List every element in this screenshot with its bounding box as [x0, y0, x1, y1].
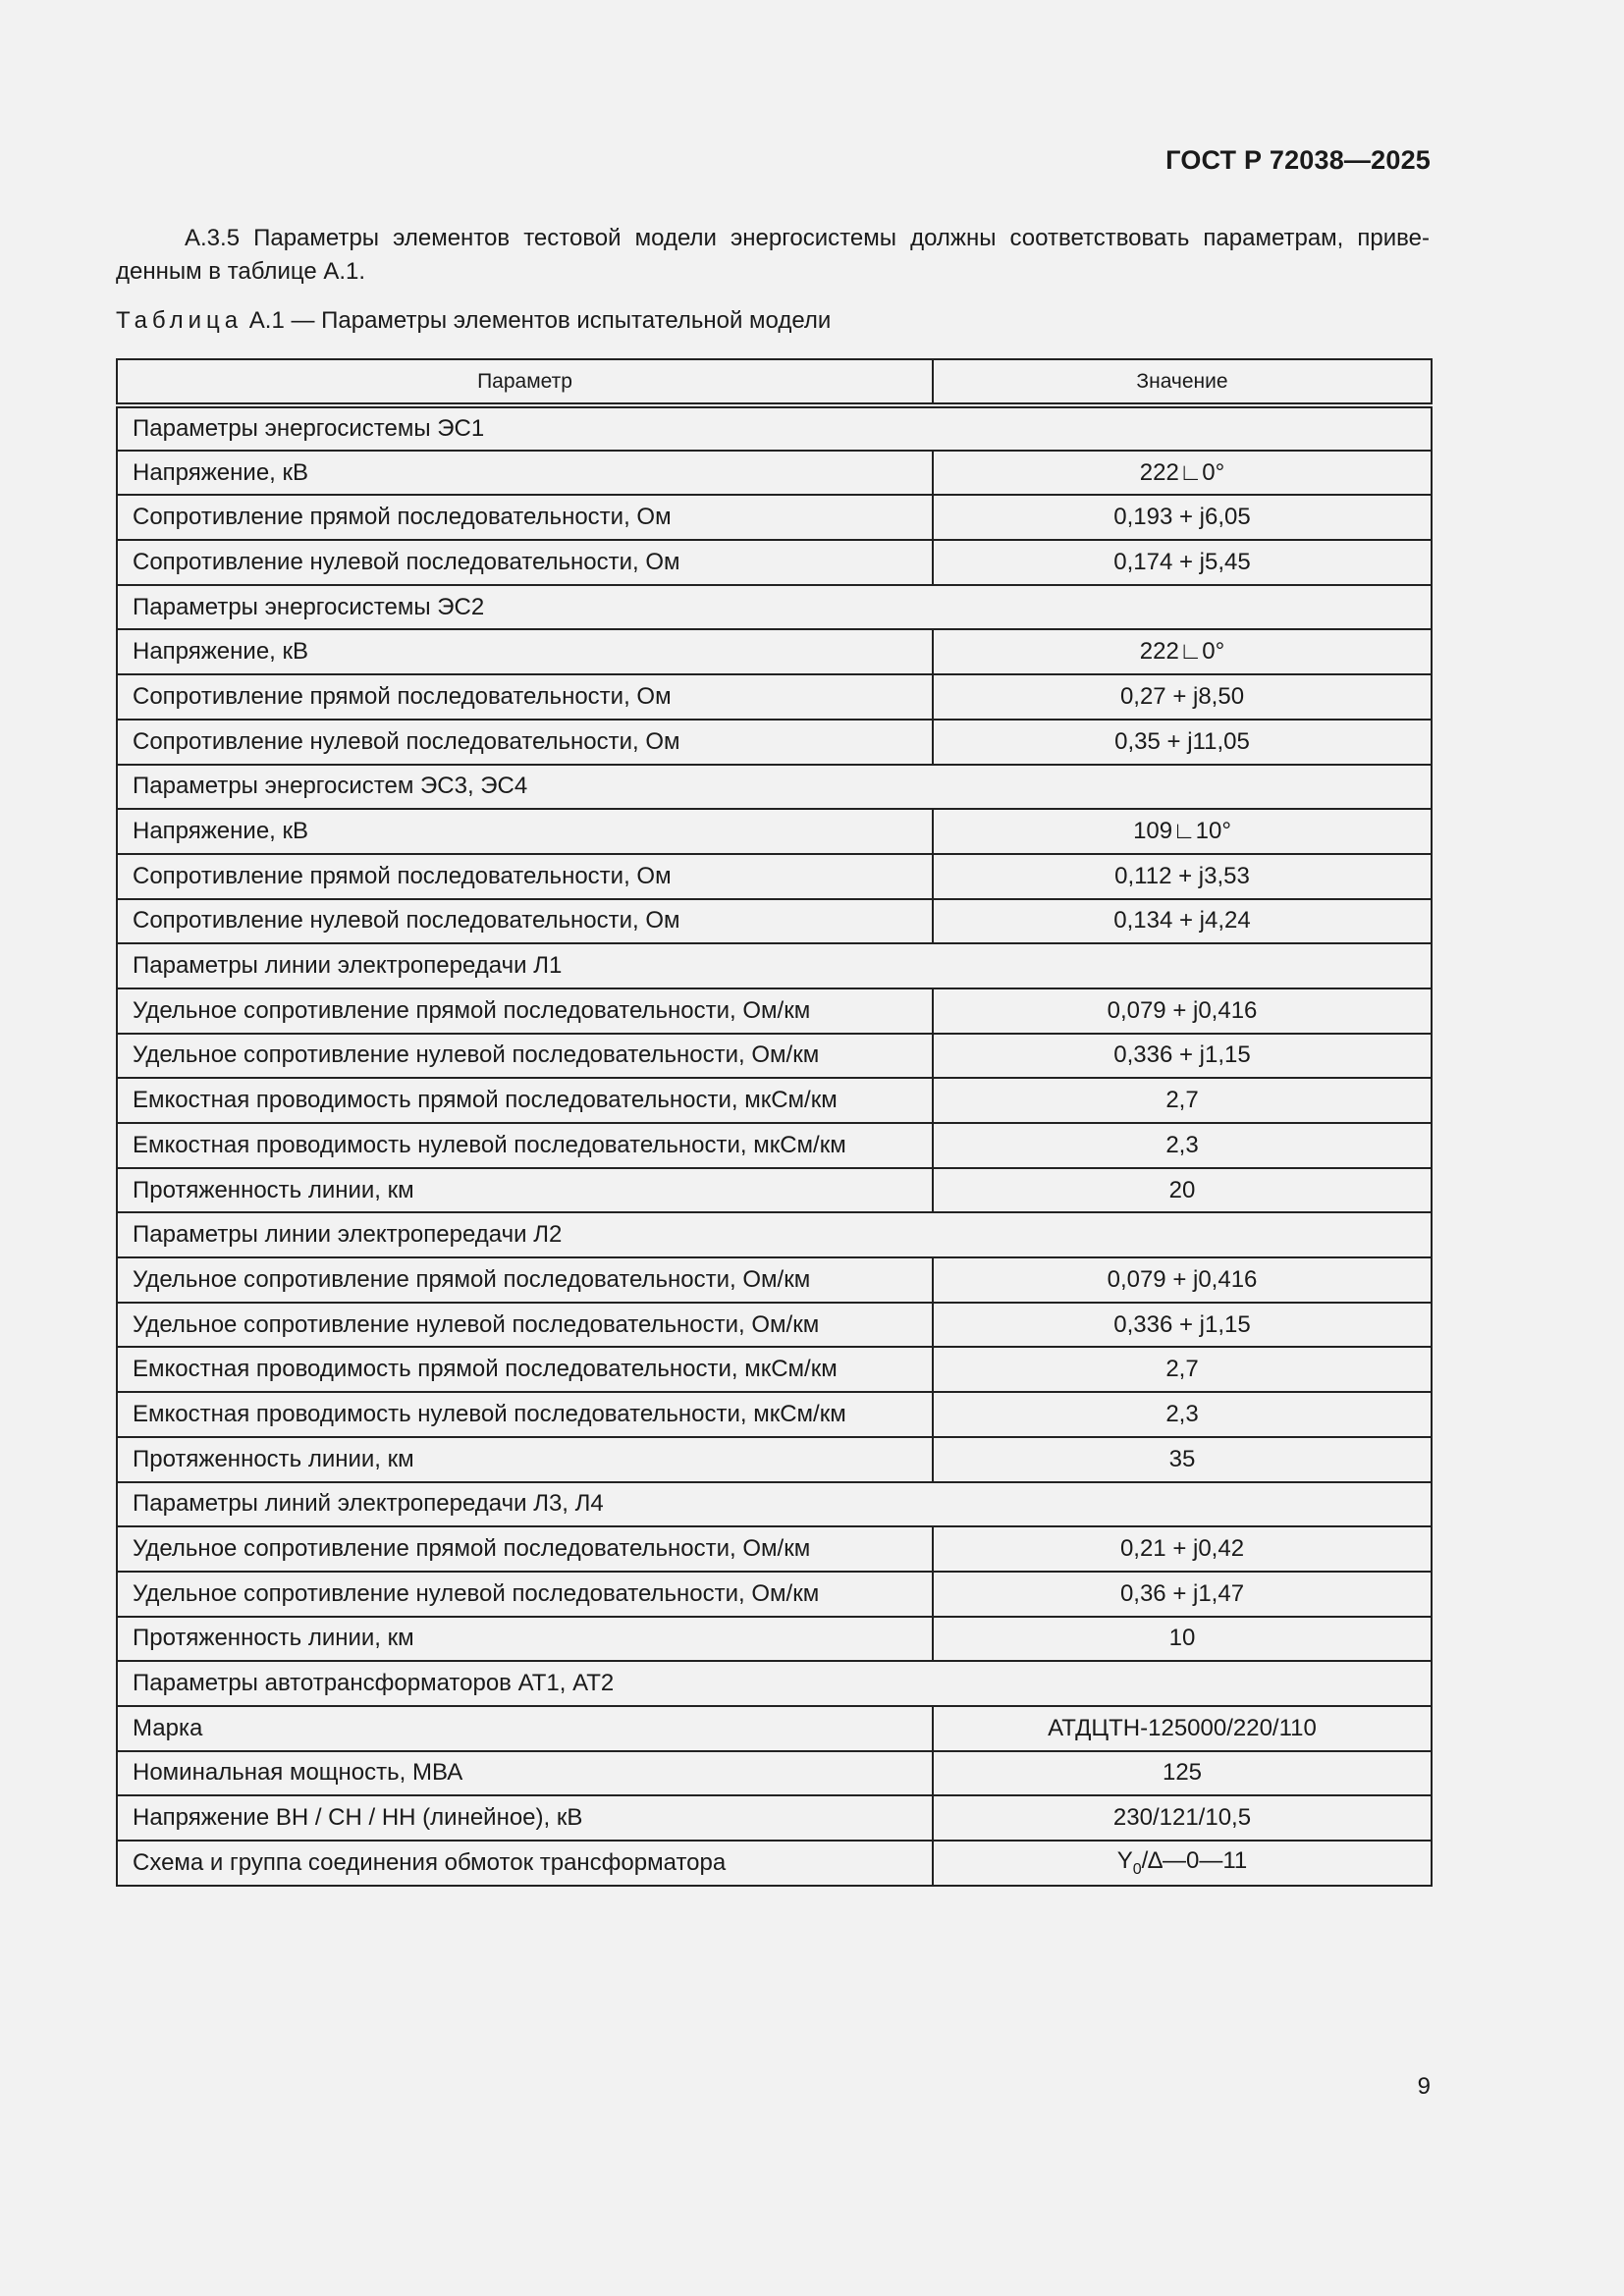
- value-cell: 35: [933, 1437, 1432, 1482]
- column-header-param: Параметр: [117, 359, 933, 405]
- value-cell: 20: [933, 1168, 1432, 1213]
- table-header-row: [117, 359, 1432, 405]
- value-cell: 222∟0°: [933, 629, 1432, 674]
- value-cell: 0,35 + j11,05: [933, 720, 1432, 765]
- document-code: ГОСТ Р 72038—2025: [1165, 145, 1431, 175]
- param-cell: Емкостная проводимость прямой последовательности, мкСм/км: [117, 1347, 933, 1392]
- table-row: [117, 720, 1432, 765]
- value-cell: 2,3: [933, 1392, 1432, 1437]
- table-row: [117, 1526, 1432, 1572]
- table-caption: [116, 307, 831, 335]
- param-cell: Удельное сопротивление нулевой последовательности, Ом/км: [117, 1572, 933, 1617]
- value-cell: 0,079 + j0,416: [933, 1257, 1432, 1303]
- table-row: [117, 988, 1432, 1034]
- value-cell: 0,079 + j0,416: [933, 988, 1432, 1034]
- table-row: [117, 1257, 1432, 1303]
- table-row: [117, 1572, 1432, 1617]
- column-header-value: Значение: [933, 359, 1432, 405]
- value-cell: 0,174 + j5,45: [933, 540, 1432, 585]
- table-row: [117, 1617, 1432, 1662]
- table-row: [117, 1168, 1432, 1213]
- value-cell: 0,336 + j1,15: [933, 1303, 1432, 1348]
- section-row: [117, 1661, 1432, 1706]
- param-cell: Напряжение, кВ: [117, 451, 933, 496]
- table-row: [117, 854, 1432, 899]
- section-row: [117, 1212, 1432, 1257]
- table-row: [117, 1034, 1432, 1079]
- value-cell: 0,36 + j1,47: [933, 1572, 1432, 1617]
- value-cell: 222∟0°: [933, 451, 1432, 496]
- section-row: [117, 405, 1432, 451]
- value-cell: 230/121/10,5: [933, 1795, 1432, 1841]
- param-cell: Номинальная мощность, МВА: [117, 1751, 933, 1796]
- table-row: [117, 809, 1432, 854]
- table-row: [117, 674, 1432, 720]
- section-title: Параметры линии электропередачи Л1: [117, 943, 1432, 988]
- table-row: [117, 899, 1432, 944]
- intro-paragraph: А.3.5 Параметры элементов тестовой модели энергосистемы должны соответствовать параметрам, приве-денным в таблице А.1.: [116, 225, 1430, 285]
- param-cell: Протяженность линии, км: [117, 1168, 933, 1213]
- value-cell: 2,7: [933, 1347, 1432, 1392]
- param-cell: Марка: [117, 1706, 933, 1751]
- param-cell: Сопротивление нулевой последовательности, Ом: [117, 720, 933, 765]
- table-row: [117, 1078, 1432, 1123]
- value-rest: /∆—0—11: [1141, 1846, 1248, 1874]
- param-cell: Напряжение, кВ: [117, 809, 933, 854]
- table-row: [117, 1751, 1432, 1796]
- table-row: [117, 1841, 1432, 1886]
- param-cell: Удельное сопротивление прямой последовательности, Ом/км: [117, 1526, 933, 1572]
- param-cell: Сопротивление нулевой последовательности, Ом: [117, 540, 933, 585]
- param-cell: Протяженность линии, км: [117, 1437, 933, 1482]
- value-cell: 0,336 + j1,15: [933, 1034, 1432, 1079]
- table-row: [117, 1795, 1432, 1841]
- value-cell: 0,27 + j8,50: [933, 674, 1432, 720]
- value-cell: 125: [933, 1751, 1432, 1796]
- param-cell: Емкостная проводимость нулевой последовательности, мкСм/км: [117, 1392, 933, 1437]
- param-cell: Емкостная проводимость прямой последовательности, мкСм/км: [117, 1078, 933, 1123]
- section-row: [117, 1482, 1432, 1527]
- section-title: Параметры линий электропередачи Л3, Л4: [117, 1482, 1432, 1527]
- value-cell: АТДЦТН-125000/220/110: [933, 1706, 1432, 1751]
- page-number: 9: [1417, 2073, 1431, 2100]
- table-row: [117, 1347, 1432, 1392]
- table-row: [117, 451, 1432, 496]
- param-cell: Напряжение, кВ: [117, 629, 933, 674]
- section-row: [117, 585, 1432, 630]
- table-row: [117, 1392, 1432, 1437]
- table-row: [117, 1123, 1432, 1168]
- section-title: Параметры энергосистемы ЭС1: [117, 405, 1432, 451]
- param-cell: Сопротивление прямой последовательности, Ом: [117, 495, 933, 540]
- section-row: [117, 943, 1432, 988]
- value-cell: [933, 1841, 1432, 1886]
- param-cell: Удельное сопротивление нулевой последовательности, Ом/км: [117, 1303, 933, 1348]
- value-cell: 109∟10°: [933, 809, 1432, 854]
- value-cell: 2,3: [933, 1123, 1432, 1168]
- param-cell: Удельное сопротивление нулевой последовательности, Ом/км: [117, 1034, 933, 1079]
- table-caption-text: А.1 — Параметры элементов испытательной модели: [248, 307, 832, 334]
- table-row: [117, 540, 1432, 585]
- param-cell: Удельное сопротивление прямой последовательности, Ом/км: [117, 988, 933, 1034]
- value-cell: 0,193 + j6,05: [933, 495, 1432, 540]
- value-cell: 2,7: [933, 1078, 1432, 1123]
- value-cell: 0,21 + j0,42: [933, 1526, 1432, 1572]
- table-row: [117, 1706, 1432, 1751]
- table-row: [117, 629, 1432, 674]
- table-row: [117, 495, 1432, 540]
- table-row: [117, 1303, 1432, 1348]
- param-cell: Сопротивление нулевой последовательности, Ом: [117, 899, 933, 944]
- param-cell: Протяженность линии, км: [117, 1617, 933, 1662]
- param-cell: Схема и группа соединения обмоток трансформатора: [117, 1841, 933, 1886]
- value-cell: 10: [933, 1617, 1432, 1662]
- param-cell: Емкостная проводимость нулевой последовательности, мкСм/км: [117, 1123, 933, 1168]
- value-cell: 0,134 + j4,24: [933, 899, 1432, 944]
- table-caption-label: Таблица: [116, 307, 244, 334]
- value-cell: 0,112 + j3,53: [933, 854, 1432, 899]
- section-title: Параметры автотрансформаторов АТ1, АТ2: [117, 1661, 1432, 1706]
- param-cell: Напряжение ВН / СН / НН (линейное), кВ: [117, 1795, 933, 1841]
- section-title: Параметры энергосистемы ЭС2: [117, 585, 1432, 630]
- param-cell: Удельное сопротивление прямой последовательности, Ом/км: [117, 1257, 933, 1303]
- table-row: [117, 1437, 1432, 1482]
- param-cell: Сопротивление прямой последовательности, Ом: [117, 854, 933, 899]
- section-row: [117, 765, 1432, 810]
- value-main: Y: [1116, 1846, 1133, 1874]
- section-title: Параметры линии электропередачи Л2: [117, 1212, 1432, 1257]
- value-subscript: 0: [1132, 1860, 1142, 1878]
- parameters-table: [116, 358, 1433, 1887]
- param-cell: Сопротивление прямой последовательности, Ом: [117, 674, 933, 720]
- section-title: Параметры энергосистем ЭС3, ЭС4: [117, 765, 1432, 810]
